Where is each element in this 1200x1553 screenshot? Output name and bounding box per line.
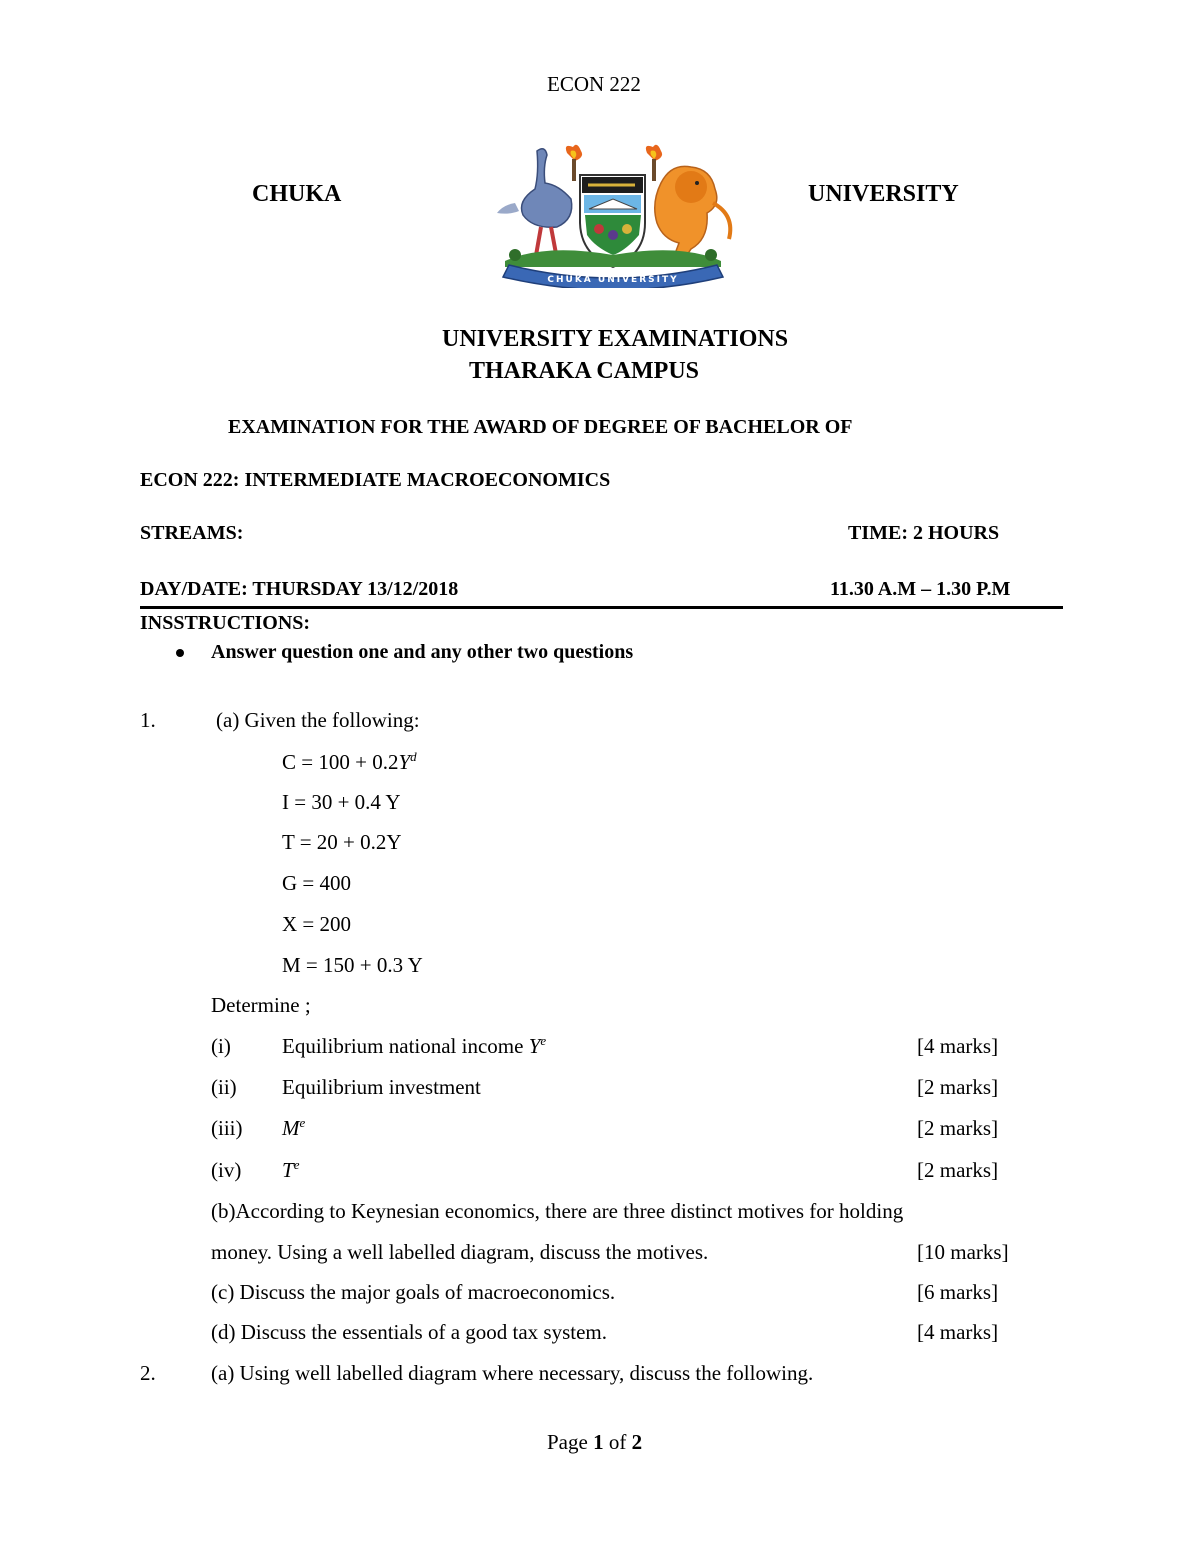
item-ii-marks: [2 marks]	[917, 1075, 999, 1099]
day-date-label: DAY/DATE: THURSDAY 13/12/2018	[140, 578, 459, 600]
determine-label: Determine ;	[211, 993, 311, 1017]
question-1c-text: (c) Discuss the major goals of macroeconomics.	[211, 1280, 616, 1304]
page-of: of	[603, 1430, 632, 1454]
equation-consumption-text: C = 100 + 0.2	[282, 750, 399, 774]
question-1d-marks: [4 marks]	[917, 1320, 999, 1344]
item-iii-number: (iii)	[211, 1116, 243, 1140]
item-iii-text	[282, 1116, 305, 1141]
university-crest-logo	[485, 143, 740, 288]
equation-government: G = 400	[282, 871, 352, 895]
question-2-number: 2.	[140, 1361, 156, 1385]
equation-consumption-sup: d	[410, 749, 417, 764]
item-iii-var: M	[282, 1116, 300, 1140]
page-footer	[547, 1430, 642, 1455]
item-i-number: (i)	[211, 1034, 231, 1058]
item-iv-sup: e	[293, 1157, 300, 1172]
time-label: TIME: 2 HOURS	[848, 522, 1000, 544]
question-1-number: 1.	[140, 708, 156, 732]
bullet-icon	[176, 649, 184, 657]
equation-imports: M = 150 + 0.3 Y	[282, 953, 423, 977]
item-i-text	[282, 1034, 546, 1059]
item-i-var: Y	[528, 1034, 541, 1058]
question-1b-line2: money. Using a well labelled diagram, discuss the motives.	[211, 1240, 709, 1264]
question-1c-marks: [6 marks]	[917, 1280, 999, 1304]
exam-hours: 11.30 A.M – 1.30 P.M	[830, 578, 1011, 600]
item-iii-marks: [2 marks]	[917, 1116, 999, 1140]
question-1a-text: (a) Given the following:	[216, 708, 420, 732]
equation-consumption	[282, 750, 417, 775]
page-prefix: Page	[547, 1430, 594, 1454]
item-iv-text	[282, 1158, 299, 1183]
campus-title: THARAKA CAMPUS	[469, 358, 700, 384]
item-iv-marks: [2 marks]	[917, 1158, 999, 1182]
question-1b-line1: (b)According to Keynesian economics, there are three distinct motives for holding	[211, 1199, 904, 1223]
page-total: 2	[631, 1430, 643, 1454]
equation-consumption-var: Y	[398, 750, 411, 774]
question-2a-text: (a) Using well labelled diagram where necessary, discuss the following.	[211, 1361, 814, 1385]
award-line: EXAMINATION FOR THE AWARD OF DEGREE OF BACHELOR OF	[228, 416, 853, 438]
item-iv-number: (iv)	[211, 1158, 242, 1182]
item-i-marks: [4 marks]	[917, 1034, 999, 1058]
svg-text:CHUKA UNIVERSITY: CHUKA UNIVERSITY	[547, 275, 679, 285]
streams-label: STREAMS:	[140, 522, 244, 544]
item-iii-sup: e	[299, 1115, 306, 1130]
item-ii-number: (ii)	[211, 1075, 237, 1099]
banner-left-text: CHUKA	[252, 181, 342, 207]
question-1b-marks: [10 marks]	[917, 1240, 1009, 1264]
document-code: ECON 222	[547, 72, 641, 96]
course-title: ECON 222: INTERMEDIATE MACROECONOMICS	[140, 469, 611, 491]
equation-tax: T = 20 + 0.2Y	[282, 830, 402, 854]
item-i-label: Equilibrium national income	[282, 1034, 529, 1058]
page-number: 1	[593, 1430, 604, 1454]
equation-exports: X = 200	[282, 912, 352, 936]
item-i-sup: e	[540, 1033, 547, 1048]
header-divider	[140, 606, 1063, 609]
question-1d-text: (d) Discuss the essentials of a good tax system.	[211, 1320, 608, 1344]
item-ii-text: Equilibrium investment	[282, 1075, 481, 1099]
instructions-bullet-text: Answer question one and any other two questions	[211, 641, 634, 663]
item-iv-var: T	[282, 1158, 294, 1182]
exam-title: UNIVERSITY EXAMINATIONS	[442, 326, 789, 352]
instructions-heading: INSSTRUCTIONS:	[140, 612, 311, 634]
banner-right-text: UNIVERSITY	[808, 181, 959, 207]
equation-investment: I = 30 + 0.4 Y	[282, 790, 401, 814]
